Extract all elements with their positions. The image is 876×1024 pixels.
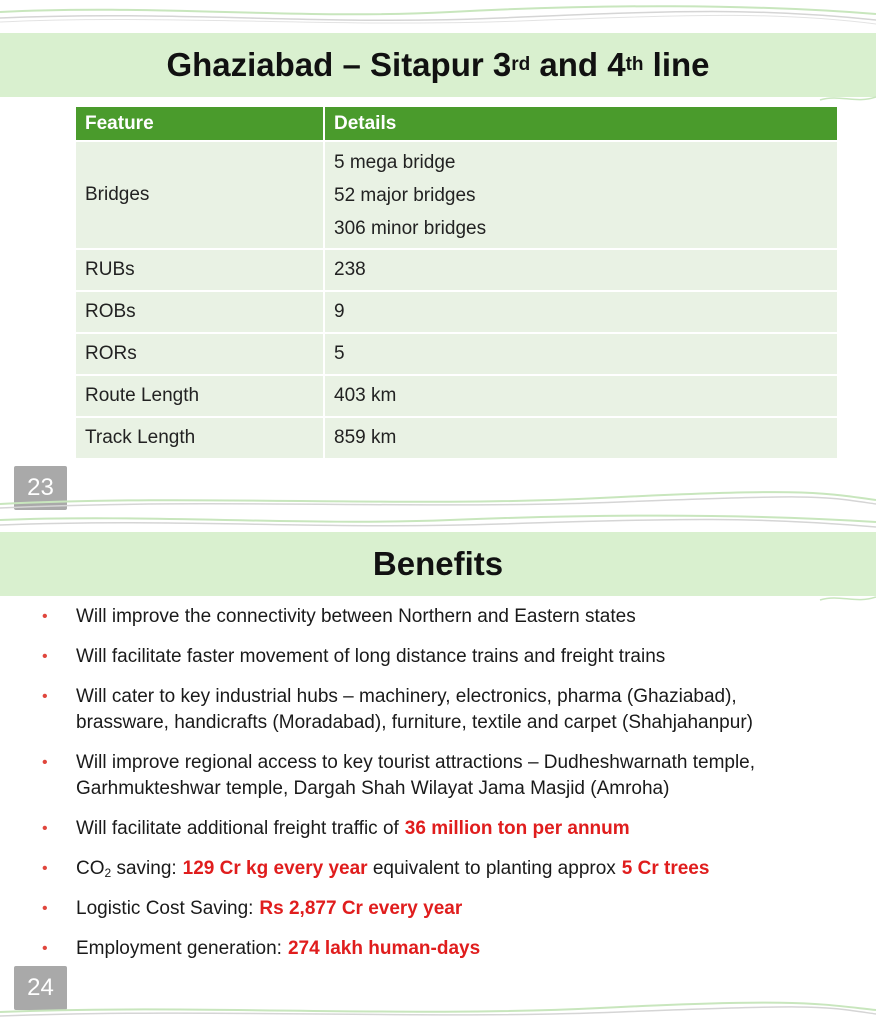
bottom-wave-decoration <box>0 486 876 510</box>
bullet-icon: • <box>42 860 48 877</box>
page-number: 23 <box>14 466 67 510</box>
details-cell: 238 <box>324 249 838 291</box>
benefit-text-line: Garhmukteshwar temple, Dargah Shah Wilayat Jama Masjid (Amroha) <box>76 778 670 799</box>
list-item <box>38 896 838 922</box>
list-item <box>38 856 838 882</box>
table-header-row <box>76 107 838 141</box>
highlight-freight: 36 million ton per annum <box>404 818 630 839</box>
benefit-text: equivalent to planting approx <box>367 858 616 879</box>
details-cell: 859 km <box>324 417 838 458</box>
feature-cell: Bridges <box>76 141 324 249</box>
table-row <box>76 417 838 458</box>
list-item <box>38 936 838 962</box>
header-details: Details <box>324 107 838 141</box>
page-number: 24 <box>14 966 67 1010</box>
bullet-icon: • <box>42 688 48 705</box>
highlight-employment: 274 lakh human-days <box>287 938 481 959</box>
benefit-text: CO <box>76 858 105 879</box>
benefits-list <box>38 604 838 976</box>
benefit-text-line: brassware, handicrafts (Moradabad), furniture, textile and carpet (Shahjahanpur) <box>76 712 753 733</box>
feature-table <box>76 107 839 458</box>
details-cell <box>324 141 838 249</box>
details-line: 52 major bridges <box>334 184 476 206</box>
highlight-co2: 129 Cr kg every year <box>182 858 368 879</box>
table-row <box>76 375 838 417</box>
slide-title: Benefits <box>0 532 876 596</box>
bullet-icon: • <box>42 754 48 771</box>
benefit-text: Will improve the connectivity between Northern and Eastern states <box>76 606 636 627</box>
table-row <box>76 141 838 249</box>
bullet-icon: • <box>42 940 48 957</box>
feature-cell: Route Length <box>76 375 324 417</box>
co2-subscript: 2 <box>104 866 112 880</box>
benefit-text: saving: <box>111 858 177 879</box>
details-cell: 9 <box>324 291 838 333</box>
bullet-icon: • <box>42 608 48 625</box>
details-cell: 403 km <box>324 375 838 417</box>
list-item <box>38 750 838 802</box>
slide-24 <box>0 512 876 1024</box>
title-wave-decoration <box>0 92 876 106</box>
benefit-text: Logistic Cost Saving: <box>76 898 254 919</box>
list-item <box>38 816 838 842</box>
details-line: 5 mega bridge <box>334 151 456 173</box>
top-wave-decoration <box>0 512 876 532</box>
bottom-wave-decoration <box>0 1000 876 1024</box>
title-mid: and 4 <box>530 46 626 83</box>
benefit-text-line: Will improve regional access to key tourist attractions – Dudheshwarnath temple, <box>76 752 756 773</box>
list-item <box>38 644 838 670</box>
table-row <box>76 291 838 333</box>
list-item <box>38 604 838 630</box>
feature-cell: RUBs <box>76 249 324 291</box>
bullet-icon: • <box>42 648 48 665</box>
benefit-text: Will facilitate additional freight traffic of <box>76 818 399 839</box>
table-row <box>76 249 838 291</box>
table-row <box>76 333 838 375</box>
slide-23 <box>0 0 876 510</box>
header-feature: Feature <box>76 107 324 141</box>
benefit-text: Will facilitate faster movement of long distance trains and freight trains <box>76 646 666 667</box>
bullet-icon: • <box>42 820 48 837</box>
feature-cell: Track Length <box>76 417 324 458</box>
title-main: Ghaziabad – Sitapur 3 <box>166 46 512 83</box>
feature-cell: ROBs <box>76 291 324 333</box>
top-wave-decoration <box>0 0 876 30</box>
benefit-text: Employment generation: <box>76 938 282 959</box>
slide-title: Ghaziabad – Sitapur 3 rd and 4 th line <box>0 33 876 97</box>
title-end: line <box>643 46 710 83</box>
details-cell: 5 <box>324 333 838 375</box>
highlight-logistic: Rs 2,877 Cr every year <box>259 898 463 919</box>
highlight-trees: 5 Cr trees <box>621 858 710 879</box>
details-line: 306 minor bridges <box>334 217 487 239</box>
list-item <box>38 684 838 736</box>
bullet-icon: • <box>42 900 48 917</box>
feature-cell: RORs <box>76 333 324 375</box>
benefit-text-line: Will cater to key industrial hubs – machinery, electronics, pharma (Ghaziabad), <box>76 686 737 707</box>
